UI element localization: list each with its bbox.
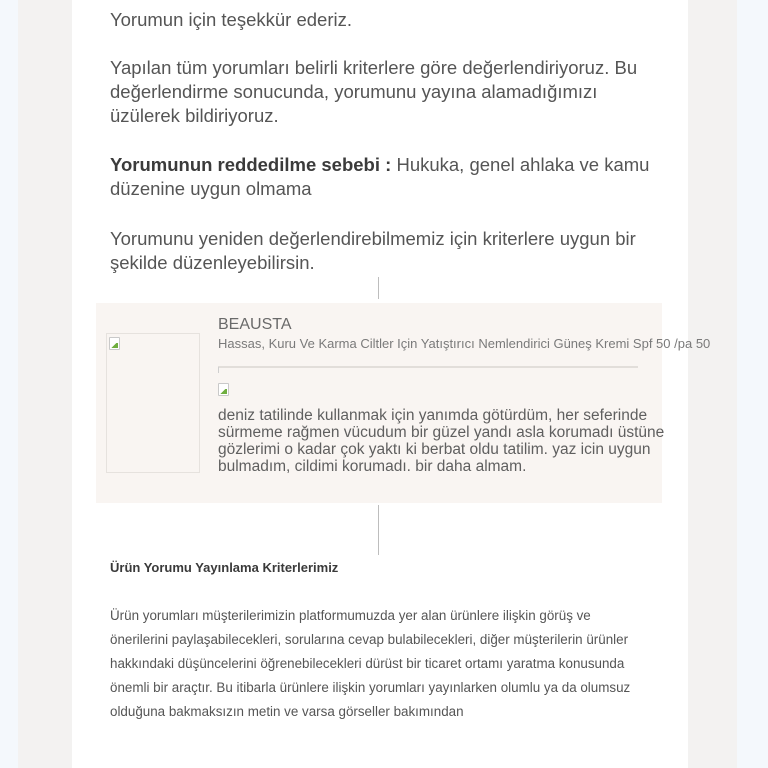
email-body bbox=[72, 0, 711, 768]
product-thumbnail[interactable] bbox=[106, 333, 200, 473]
divider-tick bbox=[218, 367, 219, 373]
brand-name: BEAUSTA bbox=[218, 316, 292, 333]
broken-image-icon bbox=[218, 383, 229, 396]
connector-line bbox=[378, 277, 379, 299]
review-card bbox=[96, 303, 711, 503]
card-divider bbox=[218, 366, 638, 368]
thanks-text: Yorumun için teşekkür ederiz. bbox=[110, 9, 352, 30]
rejection-reason-text: Hukuka, genel ahlaka ve kamu düzenine uygun olmama bbox=[110, 154, 650, 199]
broken-image-icon bbox=[109, 337, 120, 350]
evaluation-text: Yapılan tüm yorumları belirli kriterlere göre değerlendiriyoruz. Bu değerlendirme sonucunda, yorumunu yayına alamadığımızı üzülerek bildiriyoruz. bbox=[110, 57, 638, 126]
product-name[interactable]: Hassas, Kuru Ve Karma Ciltler Için Yatıştırıcı Nemlendirici Güneş Kremi Spf 50 /pa 50 bbox=[218, 336, 711, 351]
connector-line bbox=[378, 505, 379, 555]
criteria-title: Ürün Yorumu Yayınlama Kriterlerimiz bbox=[110, 560, 339, 575]
rejection-label: Yorumunun reddedilme sebebi : bbox=[110, 154, 392, 175]
criteria-body: Ürün yorumları müşterilerimizin platformumuzda yer alan ürünlere ilişkin görüş ve önerilerini paylaşabilecekleri, sorularına cevap bulabilecekleri, diğer müşterilerin ürünler hakkındaki düşüncelerini öğrenebilecekleri dürüst bir ticaret ortamı yaratma konusunda önemli bir araçtır. Bu itibarla ürünlere ilişkin yorumları yayınlarken olumlu ya da olumsuz olduğuna bakmaksızın metin ve varsa görseller bakımından bbox=[110, 608, 631, 719]
edit-prompt-text: Yorumunu yeniden değerlendirebilmemiz için kriterlere uygun bir şekilde düzenleyebilirsin. bbox=[110, 228, 636, 273]
rejection-reason bbox=[110, 153, 670, 201]
review-text: deniz tatilinde kullanmak için yanımda götürdüm, her seferinde sürmeme rağmen vücudum bir güzel yandı asla korumadı üstüne gözlerimi o kadar çok yaktı ki berbat oldu tatilim. yaz icin uygun bulmadım, cildimi korumadı. bir daha almam. bbox=[218, 407, 665, 475]
